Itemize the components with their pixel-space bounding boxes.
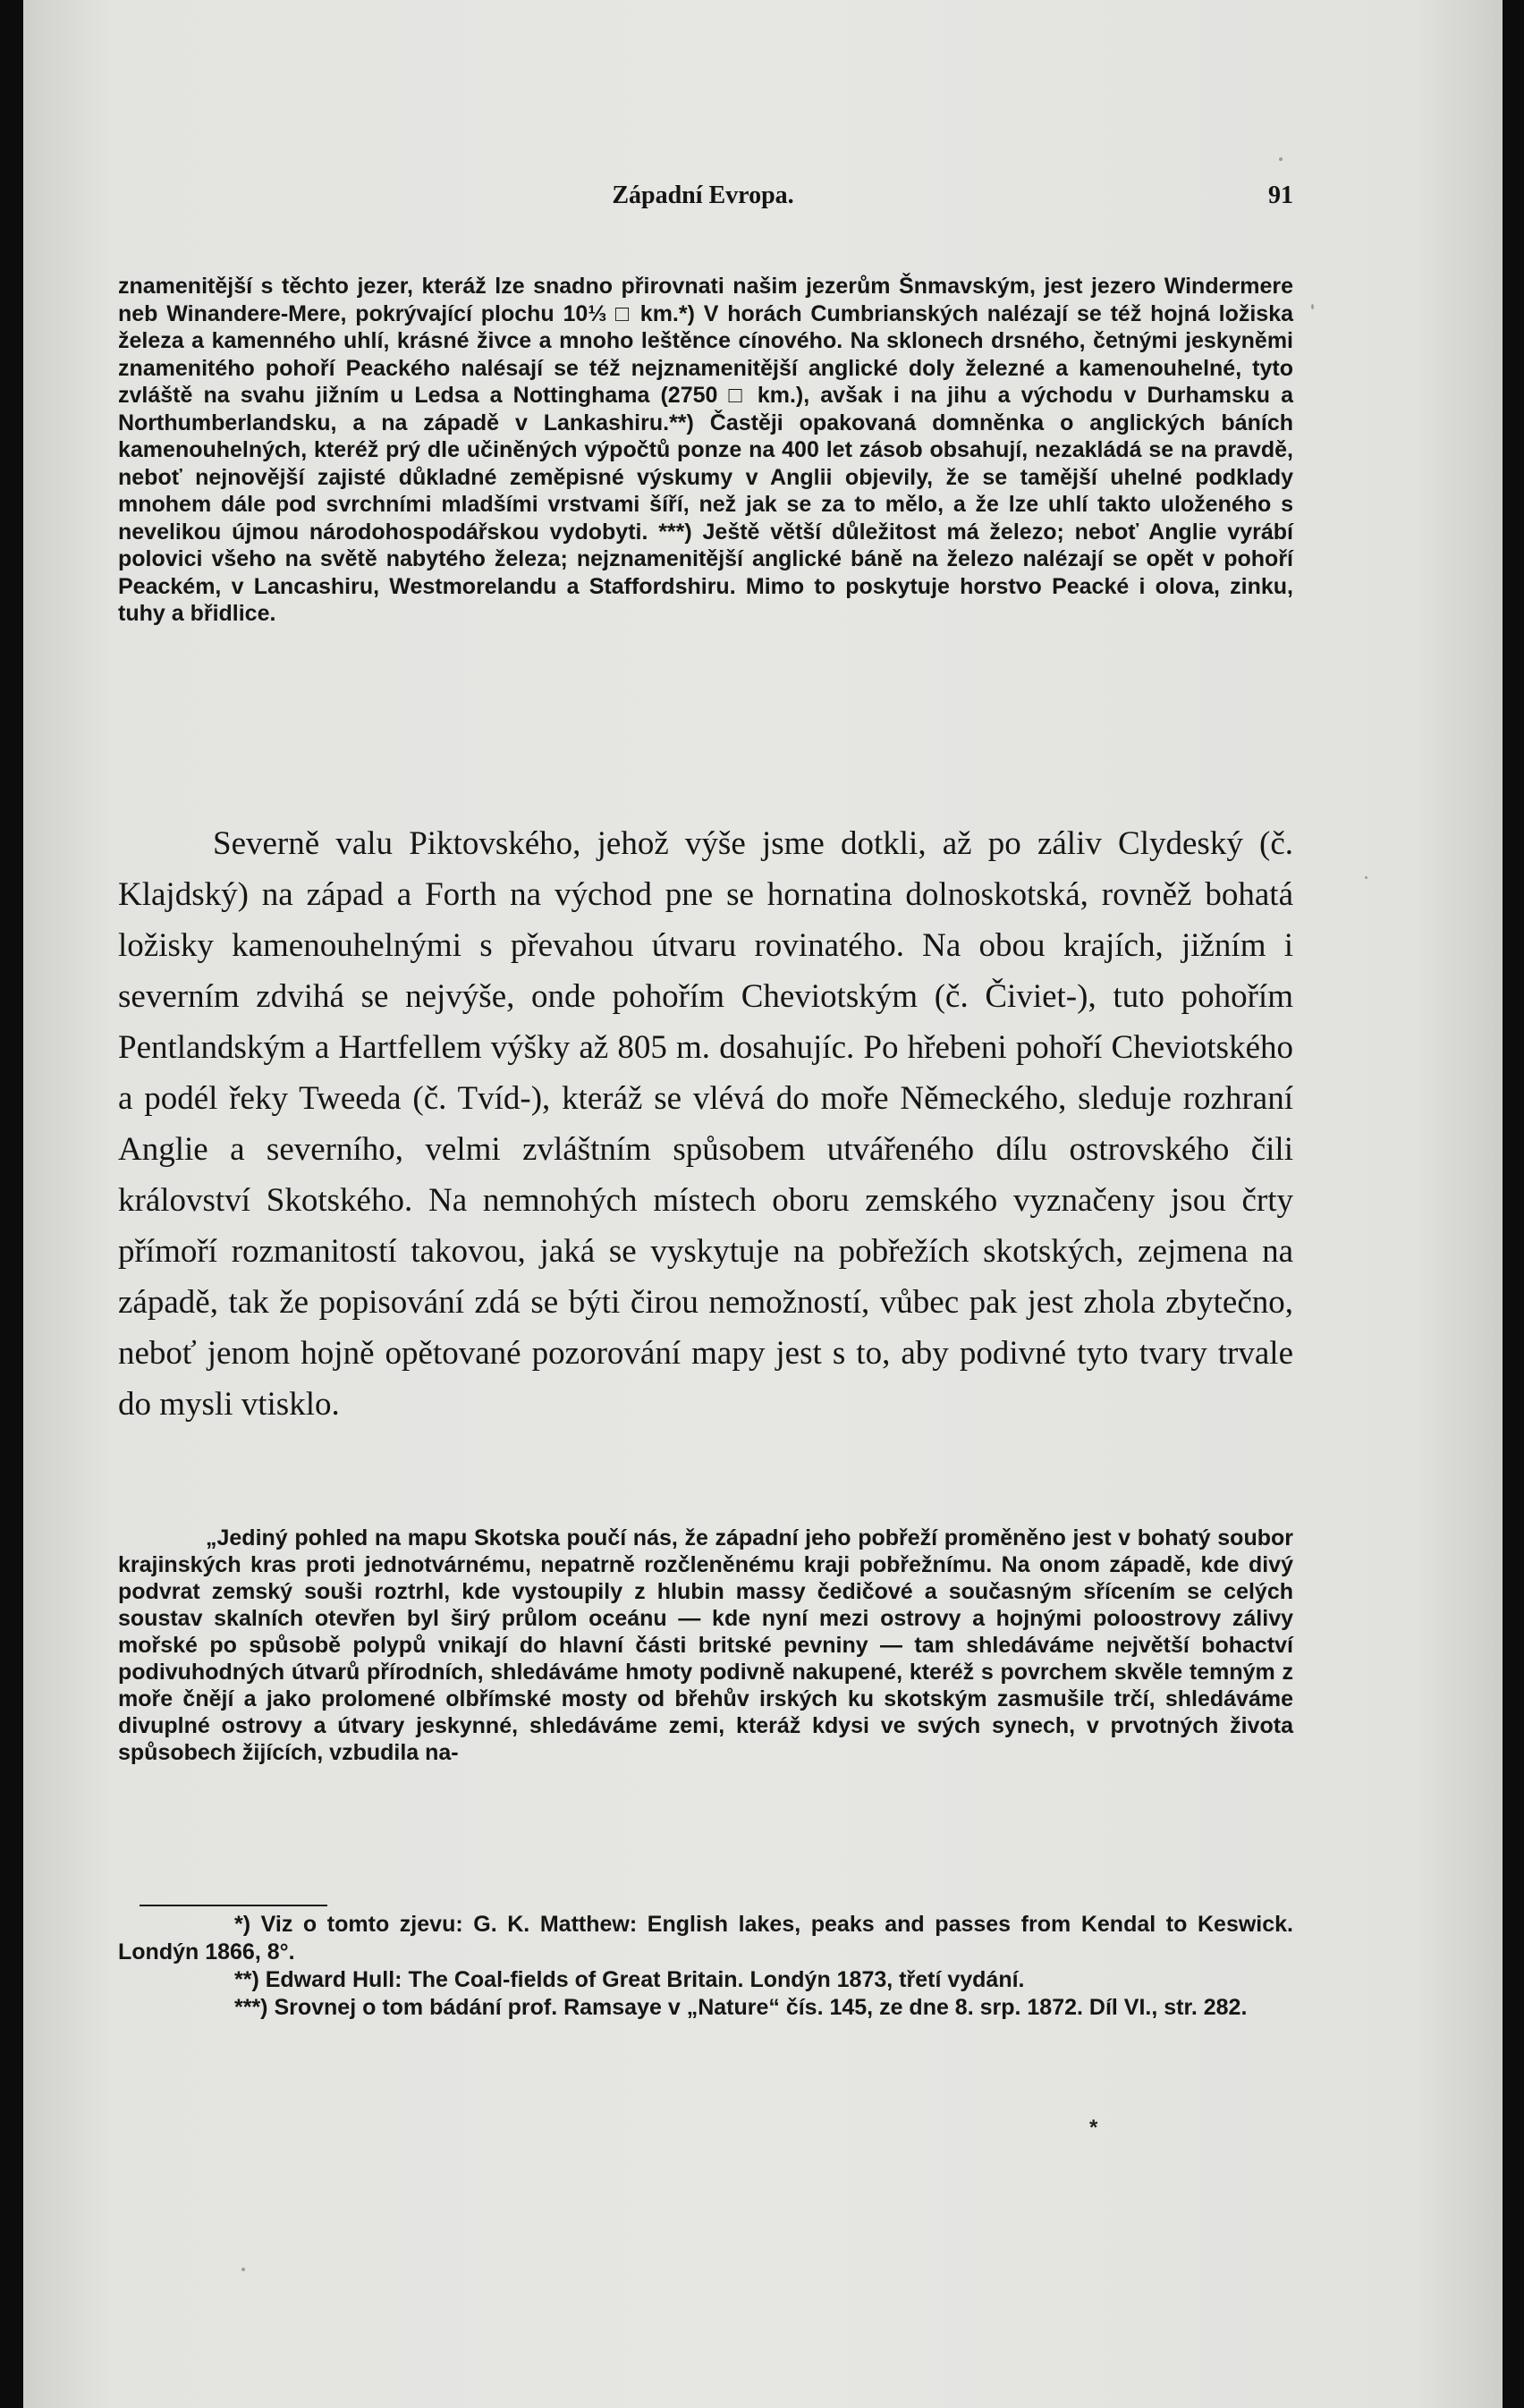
footnote: *) Viz o tomto zjevu: G. K. Matthew: English lakes, peaks and passes from Kendal to Keswick. Londýn 1866, 8°. [118,1912,1293,1964]
running-title: Západní Evropa. [612,182,794,209]
scan-speck [1365,876,1367,879]
scan-speck [241,2268,245,2271]
paragraph-main-text: Severně valu Piktovského, jehož výše jsme dotkli, až po záliv Clydeský (č. Klajdský) na západ a Forth na východ pne se hornatina dolnoskotská, rovněž bohatá ložisky kamenouhelnými s převahou útvaru rovinatého. Na obou krajích, jižním i severním zdvihá se nejvýše, onde pohořím Cheviotským (č. Čiviet-), tuto pohořím Pentlandským a Hartfellem výšky až 805 m. dosahujíc. Po hřebeni pohoří Cheviotského a podél řeky Tweeda (č. Tvíd-), kteráž se vlévá do moře Německého, sleduje rozhraní Anglie a severního, velmi zvláštním spůsobem utvářeného dílu ostrovského čili království Skotského. Na nemnohých místech oboru zemského vyznačeny jsou črty přímoří rozmanitostí takovou, jaká se vyskytuje na pobřežích skotských, zejmena na západě, tak že popisování zdá se býti čirou nemožností, vůbec pak jest zhola zbytečno, neboť jenom hojně opětované pozorování mapy jest s to, aby podivné tyto tvary trvale do mysli vtisklo. [118,825,1293,1423]
scan-speck [1279,157,1283,161]
footnotes [118,1911,1293,2022]
page-header [113,182,1293,217]
footnote: ***) Srovnej o tom bádání prof. Ramsaye v „Nature“ čís. 145, ze dne 8. srp. 1872. Díl VI., str. 282. [234,1995,1248,2020]
scan-speck [1311,304,1314,309]
page-number: 91 [1268,182,1293,209]
footnote: **) Edward Hull: The Coal-fields of Great Britain. Londýn 1873, třetí vydání. [234,1967,1025,1992]
printer-mark: * [1089,2116,1098,2140]
scan-border-left [0,0,23,2408]
book-page [23,0,1503,2408]
paragraph-small-print: znamenitější s těchto jezer, kteráž lze snadno přirovnati našim jezerům Šnmavským, jest jezero Windermere neb Winandere-Mere, pokrývající plochu 10⅓ □ km.*) V horách Cumbrianských nalézají se též hojná ložiska železa a kamenného uhlí, krásné živce a mnoho leštěnce cínového. Na sklonech drsného, četnými jeskyněmi znamenitého pohoří Peackého nalésají se též nejznamenitější anglické doly železné a kamenouhelné, tyto zvláště na svahu jižním u Ledsa a Nottinghama (2750 □ km.), avšak i na jihu a východu v Durhamsku a Northumberlandsku, a na západě v Lankashiru.**) Častěji opakovaná domněnka o anglických báních kamenouhelných, kteréž prý dle učiněných výpočtů ponze na 400 let zásob obsahují, nezakládá se na pravdě, neboť nejnovější zajisté důkladné zeměpisné výskumy v Anglii objevily, že se tamější uhelné podklady mnohem dále pod svrchními mladšími vrstvami šíří, než jak se za to mělo, a že lze uhlí takto uloženého s nevelikou újmou národohospodářskou vydobyti. ***) Ještě větší důležitost má železo; neboť Anglie vyrábí polovici všeho na světě nabytého železa; nejznamenitější anglické báně na železo nalézají se opět v pohoří Peackém, v Lancashiru, Westmorelandu a Staffordshiru. Mimo to poskytuje horstvo Peacké i olova, zinku, tuhy a břidlice. [118,274,1293,626]
footnote-divider [140,1905,327,1906]
paragraph-quotation: „Jediný pohled na mapu Skotska poučí nás, že západní jeho pobřeží proměněno jest v bohatý soubor krajinských kras proti jednotvárnému, nepatrně rozčleněnému kraji pobřežnímu. Na onom západě, kde divý podvrat zemský souši roztrhl, kde vystoupily z hlubin massy čedičové a současným sřícením se celých soustav skalních otevřen byl širý průlom oceánu — kde nyní mezi ostrovy a hojnými poloostrovy zálivy mořské po spůsobě polypů vnikají do hlavní části britské pevniny — tam shledáváme největší bohactví podivuhodných útvarů přírodních, shledáváme hmoty podivně nakupené, kteréž s povrchem skvěle temným z moře čnějí a jako prolomené olbřímské mosty od břehův irských ku skotským zasmušile trčí, shledáváme divuplné ostrovy a útvary jeskynné, shledáváme zemi, kteráž kdysi ve svých synech, v prvotných života spůsobech žijících, vzbudila na- [118,1525,1293,1765]
scan-border-right [1503,0,1524,2408]
